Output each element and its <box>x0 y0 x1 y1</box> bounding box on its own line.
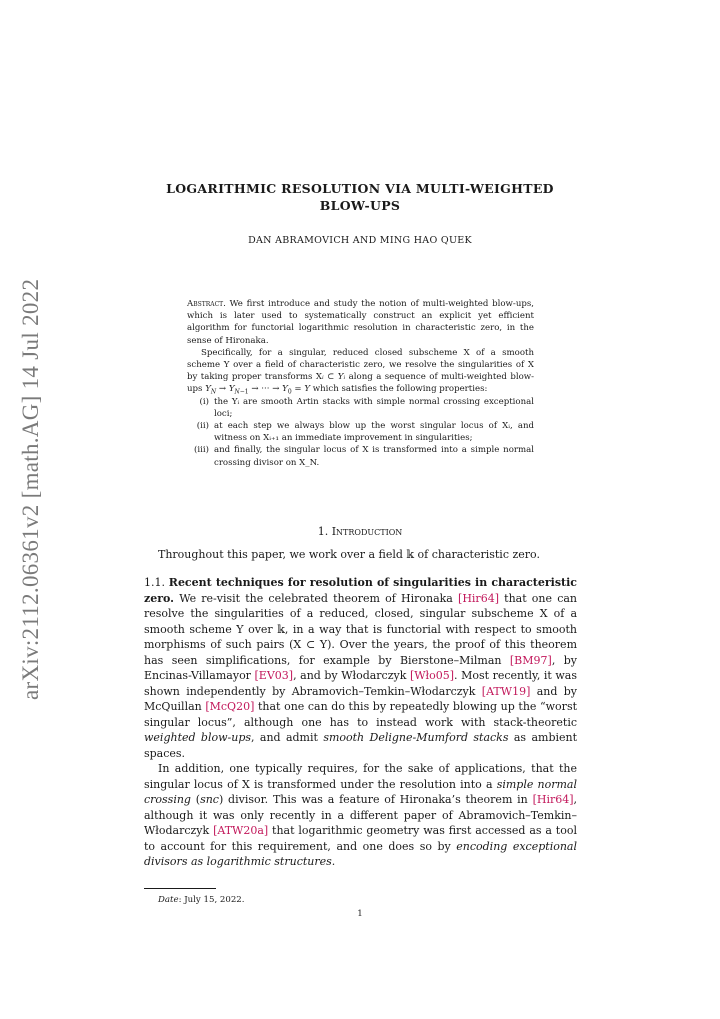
body-text: as ambient spaces. <box>144 731 578 760</box>
body-text: , and by Włodarczyk <box>293 669 407 682</box>
list-item-number: (ii) <box>196 421 209 432</box>
citation-link[interactable]: [McQ20] <box>205 700 255 713</box>
citation-link[interactable]: [ATW19] <box>481 684 531 698</box>
list-item-text: and finally, the singular locus of X is transformed into a simple normal crossing divisor on X_N. <box>214 445 534 468</box>
list-item-number: (iii) <box>194 445 209 456</box>
abstract-text-1: We first introduce and study the notion of multi-weighted blow-ups, which is later used to systematically construct an explicit yet efficient algorithm for functorial logarithmic resolution in characteristic zero, in the sense of Hironaka. <box>187 299 534 346</box>
citation-link[interactable]: [Wło05] <box>409 669 455 682</box>
section-heading: 1. Introduction <box>317 525 403 538</box>
emphasis-text: snc <box>200 793 219 806</box>
properties-list <box>187 396 534 469</box>
paper-authors: DAN ABRAMOVICH AND MING HAO QUEK <box>248 235 472 246</box>
body-text: ) divisor. This was a feature of Hironaka’s theorem in <box>218 793 528 806</box>
emphasis-text: weighted blow-ups <box>144 731 252 744</box>
citation-link[interactable]: [EV03] <box>254 669 294 682</box>
paragraph-2 <box>144 761 577 870</box>
emphasis-text: smooth Deligne-Mumford stacks <box>323 731 509 744</box>
emphasis-text: encoding exceptional divisors as logarithmic structures. <box>144 839 577 868</box>
list-item <box>187 396 534 420</box>
footnote-text: : July 15, 2022. <box>178 895 245 905</box>
footnote-label: Date <box>158 895 179 905</box>
body-text: . Most recently, it was shown independently by Abramovich–Temkin–Włodarczyk <box>144 669 577 698</box>
page-number: 1 <box>357 909 363 919</box>
citation-link[interactable]: [Hir64] <box>532 793 574 806</box>
body-text: that one can do this by repeatedly blowing up the “worst singular locus”, although one has to instead work with stack-theoretic <box>144 700 578 729</box>
body-text: that logarithmic geometry was first accessed as a tool to account for this requirement, and one does so by <box>144 824 577 853</box>
body-text: that one can resolve the singularities of a reduced, closed, singular subscheme X of a smooth scheme Y over 𝕜, in a way that is functorial with respect to smooth morphisms of such pairs (X ⊂ Y). Over the years, the proof of this theorem has seen simplifications, for example by Bierstone–Milman <box>144 591 577 667</box>
body-text: and by McQuillan <box>144 684 578 713</box>
abstract-text-2b: along a sequence of multi-weighted blow-ups <box>187 372 534 395</box>
date-footnote <box>158 895 245 905</box>
list-item-text: the Yᵢ are smooth Artin stacks with simple normal crossing exceptional loci; <box>214 396 534 419</box>
body-text: We re-visit the celebrated theorem of Hironaka <box>179 591 453 605</box>
list-item <box>187 420 534 444</box>
emphasis-text: simple normal crossing <box>144 777 577 806</box>
list-item <box>187 444 534 468</box>
citation-link[interactable]: [ATW20a] <box>213 824 269 837</box>
body-text: , by Encinas-Villamayor <box>144 653 577 682</box>
citation-link[interactable]: [BM97] <box>509 653 552 667</box>
footnote-rule <box>144 888 216 889</box>
subsection-1-1 <box>144 575 577 870</box>
abstract-label: Abstract. <box>187 299 226 309</box>
list-item-number: (i) <box>199 396 209 407</box>
abstract-paragraph-1 <box>187 298 534 347</box>
list-item-text: at each step we always blow up the worst singular locus of Xᵢ, and witness on Xᵢ₊₁ an immediate improvement in singularities; <box>214 421 534 444</box>
arxiv-identifier: arXiv:2112.06361v2 [math.AG] 14 Jul 2022 <box>18 278 43 700</box>
abstract-text-2c: which satisfies the following properties: <box>312 384 488 395</box>
body-text: ( <box>195 793 201 806</box>
paper-title: LOGARITHMIC RESOLUTION VIA MULTI-WEIGHTED BLOW-UPS <box>166 181 554 213</box>
paragraph-1 <box>144 575 577 761</box>
abstract <box>187 298 534 469</box>
body-text: , although it was only recently in a different paper of Abramovich–Temkin–Włodarczyk <box>144 793 578 837</box>
subsection-number: 1.1. <box>144 576 165 589</box>
body-text: , and admit <box>251 731 318 744</box>
abstract-text-2a: Specifically, for a singular, reduced closed subscheme X of a smooth scheme Y over a field of characteristic zero, we resolve the singularities of X by taking proper transforms X <box>187 347 534 383</box>
citation-link[interactable]: [Hir64] <box>458 591 499 605</box>
intro-paragraph: Throughout this paper, we work over a field 𝕜 of characteristic zero. <box>158 548 540 561</box>
subsection-title: Recent techniques for resolution of singularities in characteristic zero. <box>144 576 578 605</box>
body-text: In addition, one typically requires, for the sake of applications, that the singular locus of X is transformed under the resolution into a <box>144 762 577 791</box>
abstract-paragraph-2: Specifically, for a singular, reduced closed subscheme X of a smooth scheme Y over a field of characteristic zero, we resolve the singularities of X by taking proper transforms Xᵢ ⊂ Yᵢ along a sequence of multi-weighted blow-ups $Y_N \to Y_{N-1}$ → ··· → $Y_0 = Y$ which satisfies the following properties: <box>187 347 534 397</box>
